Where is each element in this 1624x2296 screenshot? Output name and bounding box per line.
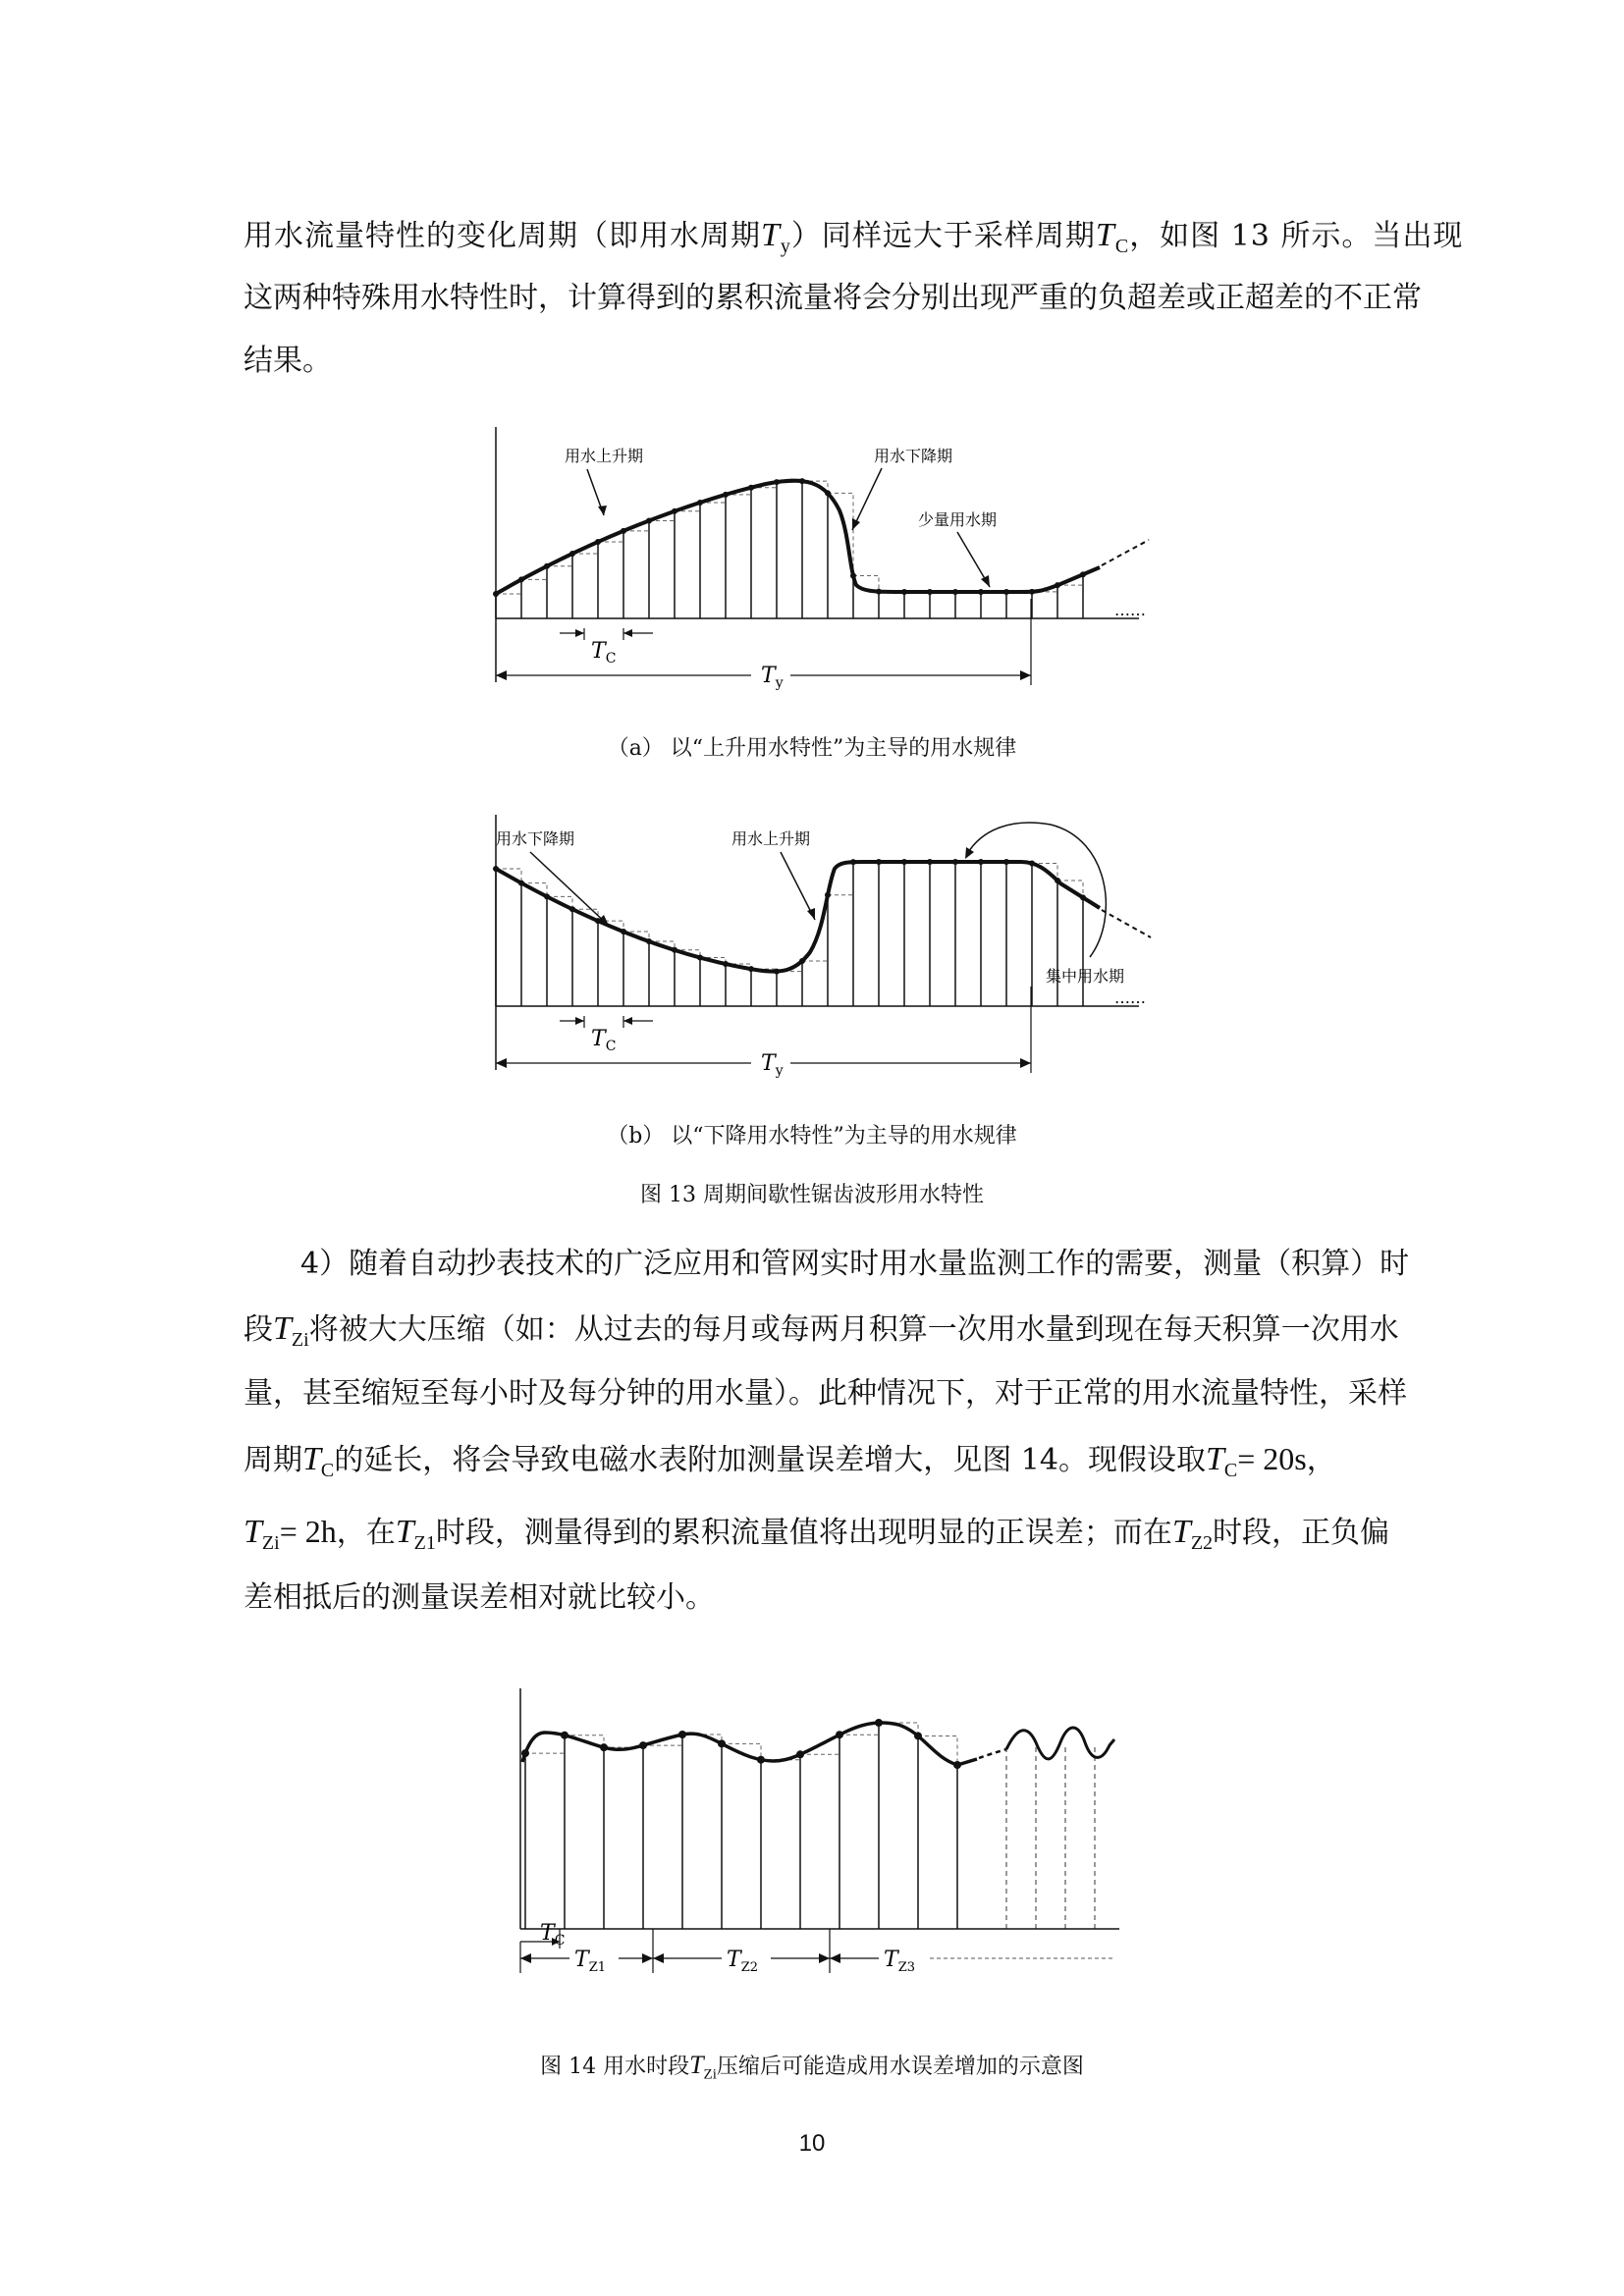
symbol-T: T bbox=[302, 1441, 321, 1477]
text-run: 的延长，将会导致电磁水表附加测量误差增大，见图 14。现假设取 bbox=[334, 1443, 1206, 1477]
symbol-T: T bbox=[1205, 1441, 1224, 1477]
sample-point bbox=[953, 1761, 961, 1769]
sample-point bbox=[544, 563, 550, 569]
continuation-dots bbox=[1102, 540, 1149, 565]
text-run: ，在 bbox=[336, 1516, 396, 1550]
figure-13a-caption: （a） 以“上升用水特性”为主导的用水规律 bbox=[607, 736, 1017, 761]
figure-13a bbox=[471, 422, 1178, 707]
sample-point bbox=[646, 938, 652, 944]
sample-point bbox=[561, 1732, 568, 1739]
sample-point bbox=[1003, 859, 1009, 865]
figure-14 bbox=[501, 1688, 1149, 2002]
symbol-T: T bbox=[244, 1514, 262, 1550]
label-low-period: 少量用水期 bbox=[918, 510, 998, 529]
text-run: 段 bbox=[244, 1312, 273, 1347]
flow-curve-tail bbox=[1006, 1728, 1114, 1759]
symbol-T: T bbox=[395, 1514, 414, 1550]
sample-point bbox=[1029, 860, 1035, 866]
sample-point bbox=[914, 1732, 922, 1739]
sampling-bars bbox=[496, 862, 1083, 1006]
sample-point bbox=[799, 958, 805, 964]
continuation-dots bbox=[979, 1749, 1006, 1758]
sample-point bbox=[1080, 571, 1086, 577]
symbol-T: T bbox=[273, 1310, 292, 1347]
sample-point bbox=[796, 1750, 804, 1758]
tc-label: $T_C$ bbox=[540, 1921, 566, 1949]
sample-point bbox=[718, 1739, 726, 1747]
paragraph-1-line-3: 结果。 bbox=[244, 344, 332, 378]
symbol-T: T bbox=[1171, 1514, 1191, 1550]
text-run: ，如图 13 所示。当出现 bbox=[1129, 219, 1464, 253]
label-rise-period: 用水上升期 bbox=[731, 829, 811, 848]
text-run: 时段，正负偏 bbox=[1213, 1516, 1390, 1550]
sample-point bbox=[901, 589, 907, 595]
sample-point bbox=[639, 1741, 647, 1749]
sample-point bbox=[672, 947, 677, 953]
tz3-label: $T_{Z3}$ bbox=[884, 1948, 915, 1975]
figure-14-caption bbox=[0, 2050, 1624, 2083]
sample-point bbox=[799, 478, 805, 484]
subscript-Zi: Zi bbox=[261, 1532, 280, 1554]
sample-point bbox=[978, 589, 984, 595]
subscript-Z2: Z2 bbox=[1190, 1532, 1214, 1554]
arrowhead bbox=[965, 847, 974, 859]
sample-point bbox=[876, 589, 882, 595]
symbol-T: T bbox=[689, 2051, 704, 2079]
future-sampling-bars bbox=[1006, 1747, 1095, 1929]
figure-13b bbox=[471, 810, 1178, 1095]
subscript-C: C bbox=[1223, 1460, 1238, 1481]
symbol-T: T bbox=[761, 217, 781, 253]
sample-point bbox=[825, 490, 831, 496]
sample-point bbox=[521, 1749, 529, 1757]
sampling-steps bbox=[496, 481, 1083, 594]
flow-curve bbox=[496, 481, 1100, 594]
sample-point bbox=[493, 591, 499, 597]
sample-point bbox=[850, 573, 856, 579]
sample-point bbox=[678, 1731, 686, 1738]
label-pointer-curve bbox=[967, 823, 1106, 957]
caption-text: 压缩后可能造成用水误差增加的示意图 bbox=[716, 2055, 1084, 2079]
sample-point bbox=[952, 589, 958, 595]
label-pointer bbox=[530, 852, 609, 926]
sample-point bbox=[876, 859, 882, 865]
sample-point bbox=[723, 492, 729, 498]
text-run: ）同样远大于采样周期 bbox=[790, 219, 1096, 253]
figure-13b-caption: （b） 以“下降用水特性”为主导的用水规律 bbox=[607, 1124, 1017, 1148]
subscript-C: C bbox=[1114, 236, 1130, 257]
text-run: 用水流量特性的变化周期（即用水周期 bbox=[244, 219, 761, 253]
sample-point bbox=[927, 589, 933, 595]
paragraph-2-line-5 bbox=[244, 1514, 1392, 1554]
sample-point bbox=[850, 859, 856, 865]
sample-point bbox=[569, 551, 575, 557]
sample-point bbox=[672, 508, 677, 514]
tc-label: $T_C$ bbox=[591, 1027, 617, 1054]
ellipsis: …… bbox=[1114, 988, 1146, 1007]
sample-points bbox=[493, 859, 1086, 975]
sample-point bbox=[600, 1743, 608, 1751]
tc-label: $T_C$ bbox=[591, 639, 617, 667]
sample-point bbox=[748, 485, 754, 491]
sample-point bbox=[748, 966, 754, 972]
subscript-C: C bbox=[320, 1460, 335, 1481]
paragraph-2 bbox=[244, 1247, 1410, 1615]
paragraph-2-line-3: 量，甚至缩短至每小时及每分钟的用水量）。此种情况下，对于正常的用水流量特性，采样 bbox=[244, 1376, 1407, 1411]
sample-point bbox=[1029, 589, 1035, 595]
page-number: 10 bbox=[798, 2130, 826, 2157]
flow-curve bbox=[496, 862, 1100, 972]
sample-point bbox=[621, 929, 626, 934]
sample-point bbox=[978, 859, 984, 865]
paragraph-2-line-2 bbox=[244, 1310, 1399, 1351]
sample-point bbox=[697, 954, 703, 960]
equation-value: = 20s bbox=[1237, 1441, 1307, 1476]
ty-label: $T_y$ bbox=[761, 1051, 784, 1079]
subscript-Zi: Zi bbox=[291, 1329, 309, 1351]
label-fall-period: 用水下降期 bbox=[496, 829, 575, 848]
subscript-y: y bbox=[780, 236, 791, 257]
paragraph-2-line-6: 差相抵后的测量误差相对就比较小。 bbox=[244, 1580, 715, 1615]
sample-point bbox=[569, 906, 575, 912]
symbol-T: T bbox=[1095, 217, 1115, 253]
paragraph-2-line-1: 4）随着自动抄表技术的广泛应用和管网实时用水量监测工作的需要，测量（积算）时 bbox=[300, 1247, 1410, 1281]
ty-label: $T_y$ bbox=[761, 664, 784, 691]
caption-text: 图 14 用水时段 bbox=[540, 2055, 690, 2079]
sample-point bbox=[927, 859, 933, 865]
paragraph-1 bbox=[244, 217, 1464, 378]
sample-point bbox=[1055, 582, 1060, 588]
arrowhead bbox=[598, 506, 607, 515]
label-rise-period: 用水上升期 bbox=[565, 447, 644, 465]
sample-point bbox=[901, 859, 907, 865]
tz2-label: $T_{Z2}$ bbox=[727, 1948, 758, 1975]
sample-point bbox=[646, 517, 652, 523]
sample-point bbox=[518, 576, 524, 582]
tz1-label: $T_{Z1}$ bbox=[574, 1948, 606, 1975]
paragraph-1-line-2: 这两种特殊用水特性时，计算得到的累积流量将会分别出现严重的负超差或正超差的不正常 bbox=[244, 281, 1422, 315]
sample-point bbox=[836, 1731, 843, 1738]
sample-point bbox=[1080, 894, 1086, 900]
sample-point bbox=[825, 892, 831, 898]
text-run: 周期 bbox=[244, 1443, 302, 1477]
sample-point bbox=[774, 969, 780, 975]
sample-point bbox=[697, 500, 703, 506]
paragraph-1-line-1 bbox=[244, 217, 1464, 257]
equation-value: = 2h bbox=[279, 1514, 337, 1549]
label-pointer bbox=[781, 852, 815, 920]
subscript-Z1: Z1 bbox=[413, 1532, 436, 1554]
sample-point bbox=[774, 479, 780, 485]
paragraph-2-line-4 bbox=[244, 1441, 1392, 1481]
sample-point bbox=[621, 528, 626, 534]
figure-13-caption: 图 13 周期间歇性锯齿波形用水特性 bbox=[640, 1183, 984, 1207]
sample-point bbox=[1055, 878, 1060, 883]
sample-point bbox=[952, 859, 958, 865]
label-peak-period: 集中用水期 bbox=[1046, 967, 1125, 986]
sample-point bbox=[544, 893, 550, 899]
sample-points bbox=[493, 478, 1086, 597]
ellipsis: …… bbox=[1114, 601, 1146, 619]
arrowhead bbox=[852, 518, 860, 530]
label-fall-period: 用水下降期 bbox=[874, 447, 953, 465]
text-run: 时段，测量得到的累积流量值将出现明显的正误差；而在 bbox=[435, 1516, 1172, 1550]
sample-point bbox=[757, 1756, 765, 1764]
continuation-dots bbox=[1102, 910, 1151, 937]
sample-point bbox=[595, 539, 601, 545]
text-run: ， bbox=[1306, 1443, 1336, 1477]
text-run: 将被大大压缩（如：从过去的每月或每两月积算一次用水量到现在每天积算一次用水 bbox=[308, 1312, 1399, 1347]
arrowhead bbox=[807, 908, 815, 920]
subscript-Zi: Zi bbox=[703, 2066, 717, 2083]
sample-point bbox=[723, 961, 729, 967]
sample-point bbox=[1003, 589, 1009, 595]
sample-point bbox=[518, 881, 524, 886]
sample-point bbox=[875, 1719, 883, 1727]
sample-point bbox=[493, 866, 499, 872]
arrowhead bbox=[981, 575, 990, 587]
